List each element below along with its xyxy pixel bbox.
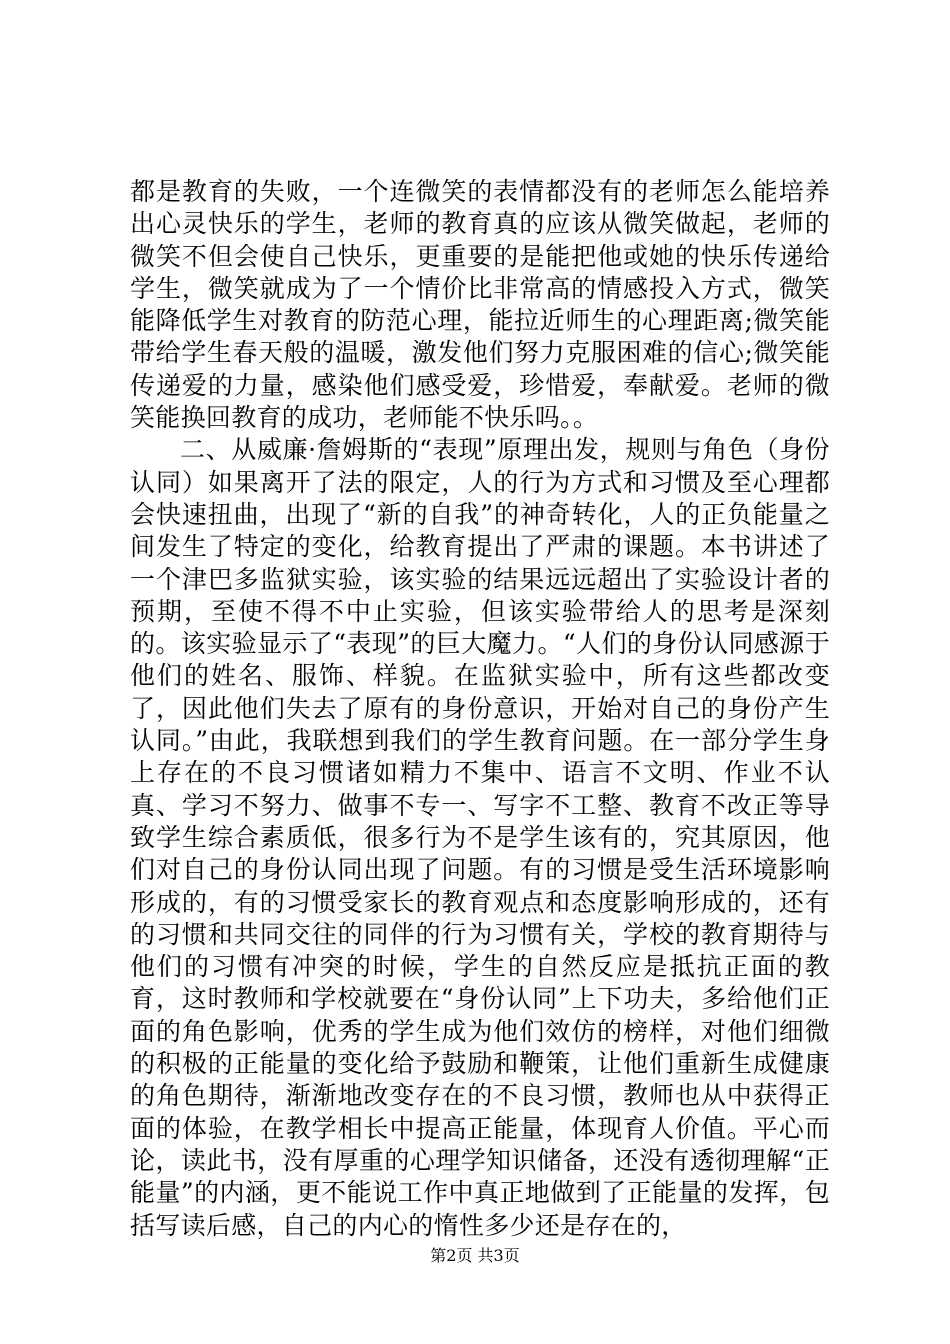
paragraph-continuation: 都是教育的失败，一个连微笑的表情都没有的老师怎么能培养出心灵快乐的学生，老师的教育真的应该从微笑做起，老师的微笑不但会使自己快乐，更重要的是能把他或她的快乐传递给学生，微笑就成为了一个情价比非常高的情感投入方式，微笑能降低学生对教育的防范心理，能拉近师生的心理距离;微笑能带给学生春天般的温暖，激发他们努力克服困难的信心;微笑能传递爱的力量，感染他们感受爱，珍惜爱，奉献爱。老师的微笑能换回教育的成功，老师能不快乐吗。。	[130, 177, 830, 433]
page-number-footer: 第2页 共3页	[430, 1246, 520, 1265]
body-text	[130, 176, 830, 1242]
paragraph-section-two: 二、从威廉·詹姆斯的“表现”原理出发，规则与角色（身份认同）如果离开了法的限定，人的行为方式和习惯及至心理都会快速扭曲，出现了“新的自我”的神奇转化，人的正负能量之间发生了特定的变化，给教育提出了严肃的课题。本书讲述了一个津巴多监狱实验，该实验的结果远远超出了实验设计者的预期，至使不得不中止实验，但该实验带给人的思考是深刻的。该实验显示了“表现”的巨大魔力。“人们的身份认同感源于他们的姓名、服饰、样貌。在监狱实验中，所有这些都改变了，因此他们失去了原有的身份意识，开始对自己的身份产生认同。”由此，我联想到我们的学生教育问题。在一部分学生身上存在的不良习惯诸如精力不集中、语言不文明、作业不认真、学习不努力、做事不专一、写字不工整、教育不改正等导致学生综合素质低，很多行为不是学生该有的，究其原因，他们对自己的身份认同出现了问题。有的习惯是受生活环境影响形成的，有的习惯受家长的教育观点和态度影响形成的，还有的习惯和共同交往的同伴的行为习惯有关，学校的教育期待与他们的习惯有冲突的时候，学生的自然反应是抵抗正面的教育，这时教师和学校就要在“身份认同”上下功夫，多给他们正面的角色影响，优秀的学生成为他们效仿的榜样，对他们细微的积极的正能量的变化给予鼓励和鞭策，让他们重新生成健康的角色期待，渐渐地改变存在的不良习惯，教师也从中获得正面的体验，在教学相长中提高正能量，体现育人价值。平心而论，读此书，没有厚重的心理学知识储备，还没有透彻理解“正能量”的内涵，更不能说工作中真正地做到了正能量的发挥，包括写读后感，自己的内心的惰性多少还是存在的，	[130, 435, 830, 1240]
